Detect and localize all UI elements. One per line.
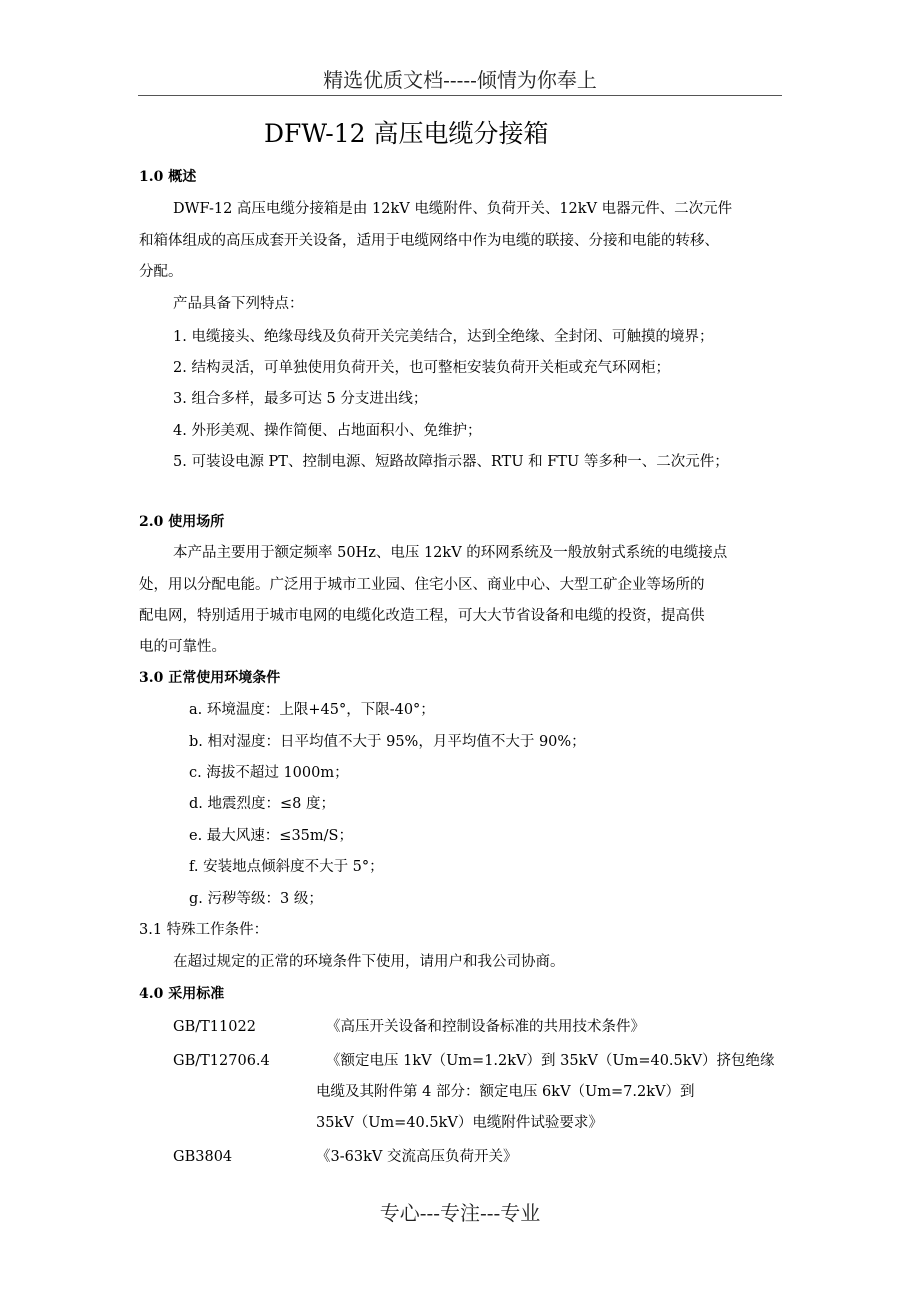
overview-text-line: DWF-12 高压电缆分接箱是由 12kV 电缆附件、负荷开关、12kV 电器元件、二次元件 [173,201,733,217]
feature-item: 5. 可装设电源 PT、控制电源、短路故障指示器、RTU 和 FTU 等多种一、二次元件； [173,454,729,470]
condition-item: d. 地震烈度：≤8 度； [189,796,335,812]
condition-item: c. 海拔不超过 1000m； [189,765,349,781]
feature-item: 1. 电缆接头、绝缘母线及负荷开关完美结合，达到全绝缘、全封闭、可触摸的境界； [173,329,714,345]
standard-title: 《额定电压 1kV（Um=1.2kV）到 35kV（Um=40.5kV）挤包绝缘 [326,1053,775,1069]
standard-code: GB3804 [173,1149,233,1165]
page-header: 精选优质文档-----倾情为你奉上 [323,68,597,92]
usage-text-line: 处，用以分配电能。广泛用于城市工业园、住宅小区、商业中心、大型工矿企业等场所的 [139,577,705,593]
standard-code: GB/T11022 [173,1019,256,1035]
document-title: DFW-12 高压电缆分接箱 [264,119,549,148]
standard-title-continued: 35kV（Um=40.5kV）电缆附件试验要求》 [316,1115,603,1131]
feature-item: 2. 结构灵活，可单独使用负荷开关，也可整柜安装负荷开关柜或充气环网柜； [173,360,670,376]
section-heading-environment: 3.0 正常使用环境条件 [139,670,281,686]
section-heading-overview: 1.0 概述 [139,169,197,185]
section-heading-standards: 4.0 采用标准 [139,986,225,1002]
features-label: 产品具备下列特点： [173,296,304,312]
condition-item: e. 最大风速：≤35m/S； [189,828,353,844]
condition-item: g. 污秽等级：3 级； [189,891,323,907]
header-divider [138,95,782,96]
feature-item: 3. 组合多样，最多可达 5 分支进出线； [173,391,428,407]
usage-text-line: 本产品主要用于额定频率 50Hz、电压 12kV 的环网系统及一般放射式系统的电缆接点 [173,545,728,561]
page-footer: 专心---专注---专业 [379,1201,541,1225]
usage-text-line: 电的可靠性。 [139,639,226,655]
condition-item: b. 相对湿度：日平均值不大于 95%，月平均值不大于 90%； [189,734,586,750]
overview-text-line: 分配。 [139,264,183,280]
condition-item: a. 环境温度：上限+45°，下限-40°； [189,702,435,718]
usage-text-line: 配电网，特别适用于城市电网的电缆化改造工程，可大大节省设备和电缆的投资，提高供 [139,608,705,624]
standard-title: 《3-63kV 交流高压负荷开关》 [316,1149,518,1165]
special-conditions-heading: 3.1 特殊工作条件： [139,922,269,938]
standard-code: GB/T12706.4 [173,1053,270,1069]
condition-item: f. 安装地点倾斜度不大于 5°； [189,859,384,875]
overview-text-line: 和箱体组成的高压成套开关设备，适用于电缆网络中作为电缆的联接、分接和电能的转移、 [139,233,719,249]
feature-item: 4. 外形美观、操作简便、占地面积小、免维护； [173,423,482,439]
special-conditions-text: 在超过规定的正常的环境条件下使用，请用户和我公司协商。 [173,954,565,970]
section-heading-usage: 2.0 使用场所 [139,514,225,530]
standard-title-continued: 电缆及其附件第 4 部分：额定电压 6kV（Um=7.2kV）到 [316,1084,695,1100]
standard-title: 《高压开关设备和控制设备标准的共用技术条件》 [326,1019,645,1035]
